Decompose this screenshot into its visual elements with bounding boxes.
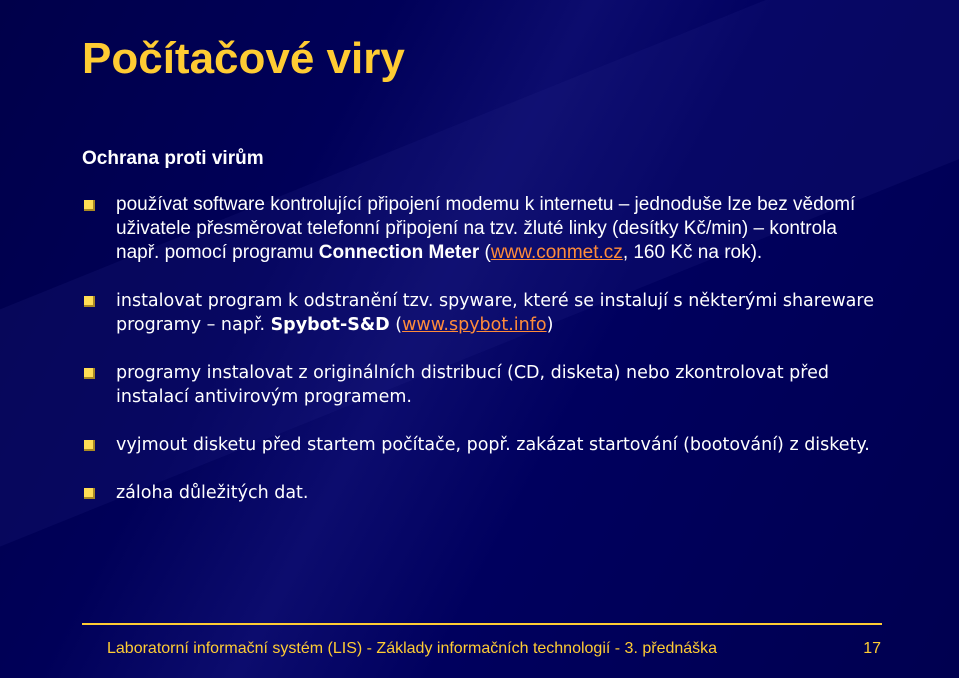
bullet-text: instalovat program k odstranění tzv. spyware, které se instalují s některými shareware programy – např. Spybot-S&D (www.spybot.info) <box>116 291 874 335</box>
bullet-text: programy instalovat z originálních distribucí (CD, disketa) nebo zkontrolovat před instalací antivirovým programem. <box>116 363 829 407</box>
list-item <box>82 481 882 505</box>
program-name: Spybot-S&D <box>270 315 390 335</box>
spybot-link[interactable]: www.spybot.info <box>402 315 547 335</box>
square-bullet-icon <box>84 200 95 211</box>
list-item <box>82 193 882 265</box>
program-name: Connection Meter <box>318 242 480 263</box>
slide-title: Počítačové viry <box>82 34 405 83</box>
footer-text: Laboratorní informační systém (LIS) - Základy informačních technologií - 3. přednáška <box>107 640 718 657</box>
page-number: 17 <box>863 640 881 657</box>
square-bullet-icon <box>84 440 95 451</box>
square-bullet-icon <box>84 488 95 499</box>
conmet-link[interactable]: www.conmet.cz <box>490 242 623 263</box>
slide-subtitle: Ochrana proti virům <box>82 148 264 169</box>
list-item <box>82 289 882 337</box>
bullet-text: používat software kontrolující připojení modemu k internetu – jednoduše lze bez vědomí uživatele přesměrovat telefonní připojení na tzv. žluté linky (desítky Kč/min) – kontrola např. pomocí programu Connection Meter (www.conmet.cz, 160 Kč na rok). <box>116 194 856 263</box>
bullet-text: záloha důležitých dat. <box>116 483 309 503</box>
square-bullet-icon <box>84 368 95 379</box>
list-item <box>82 361 882 409</box>
bullet-list <box>82 193 882 529</box>
footer-divider <box>82 623 882 625</box>
list-item <box>82 433 882 457</box>
square-bullet-icon <box>84 296 95 307</box>
bullet-text: vyjmout disketu před startem počítače, popř. zakázat startování (bootování) z diskety. <box>116 435 870 455</box>
